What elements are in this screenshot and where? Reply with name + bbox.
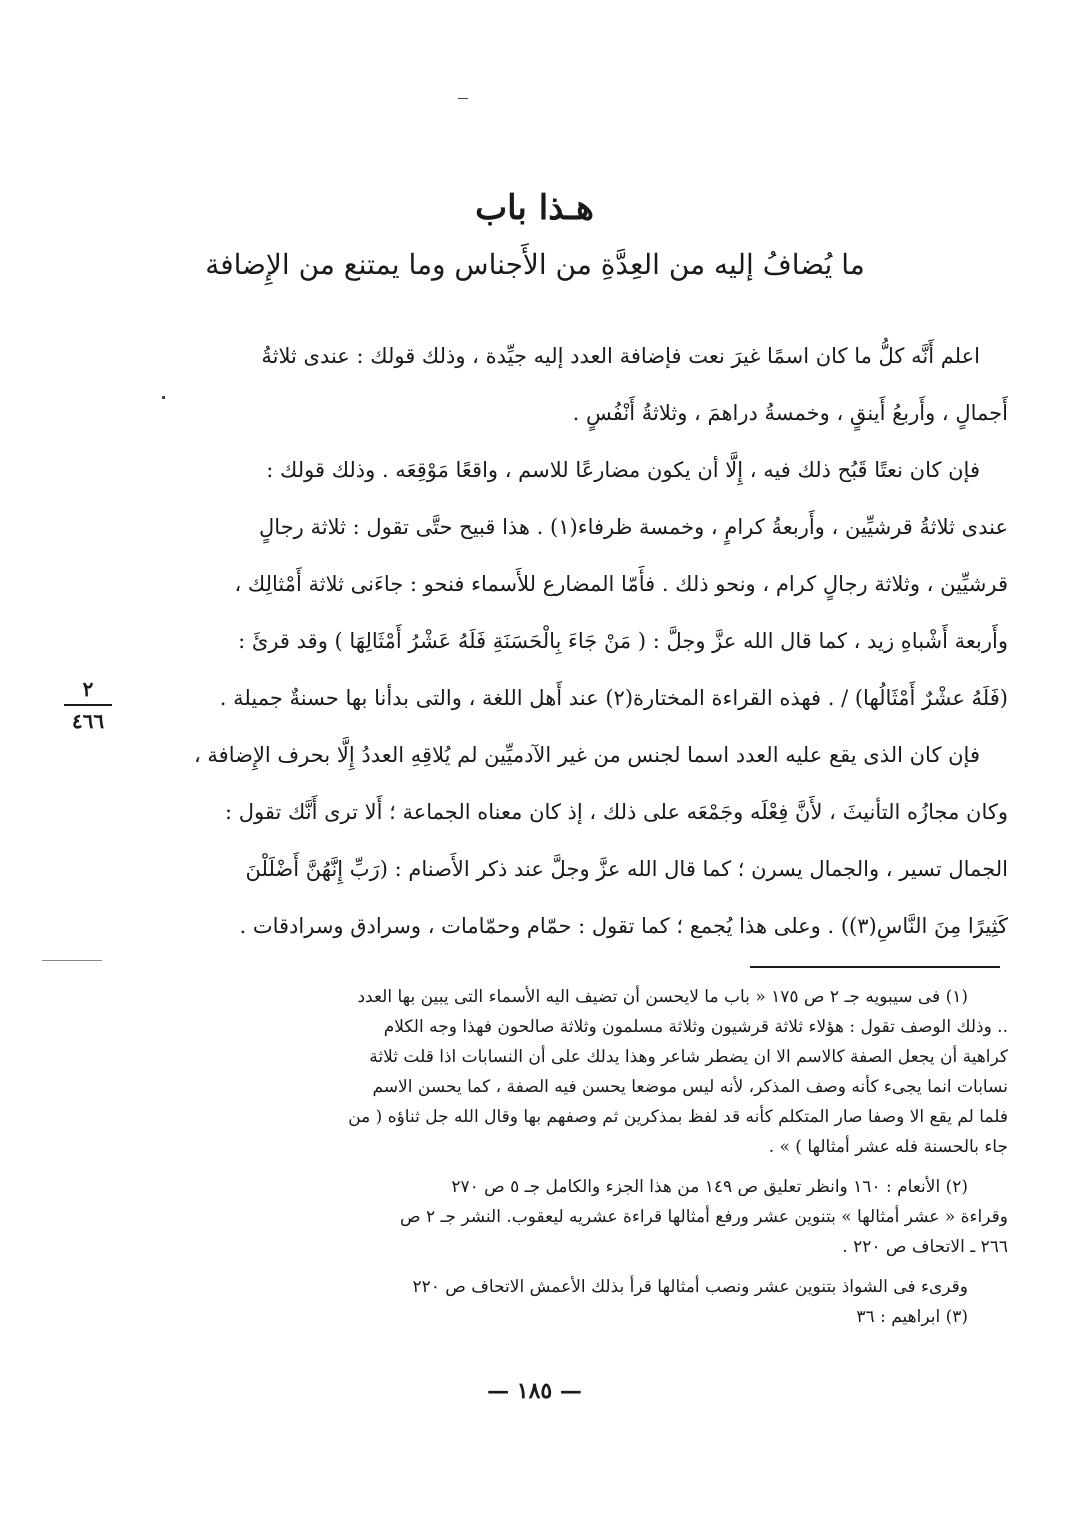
text-line: (فَلَهُ عشْرٌ أَمْثَالُها) / . فهذه القراءة المختارة(٢) عند أَهل اللغة ، والتى بدأنا بها حسنةٌ جميلة . (219, 686, 1008, 710)
footnote-line: جاء بالحسنة فله عشر أمثالها ) » . (768, 1137, 1008, 1157)
footnote-line: (٣) ابراهيم : ٣٦ (856, 1307, 968, 1327)
chapter-heading: هـذا باب (475, 188, 594, 228)
footnote-line: (٢) الأنعام : ١٦٠ وانظر تعليق ص ١٤٩ من هذا الجزء والكامل جـ ٥ ص ٢٧٠ (451, 1177, 968, 1197)
scan-speck (458, 98, 468, 99)
margin-volume-number: ٢ (82, 677, 94, 701)
footnotes (140, 982, 1008, 1332)
footnote-divider (750, 966, 1000, 968)
text-line: فإن كان الذى يقع عليه العدد اسما لجنس من غير الآدميِّين لم يُلاقِهِ العددُ إِلَّا بحرف الإِضافة ، (193, 743, 980, 767)
margin-page-number: ٤٦٦ (71, 709, 105, 733)
footnote-line: (١) فى سيبويه جـ ٢ ص ١٧٥ « باب ما لايحسن أن تضيف اليه الأسماء التى يبين بها العدد (357, 987, 968, 1007)
margin-reference (58, 676, 118, 734)
footnote-line: ٢٦٦ ـ الاتحاف ص ٢٢٠ . (842, 1237, 1008, 1257)
text-line: وأَربعة أَشْباهِ زيد ، كما قال الله عزَّ وجلَّ : ( مَنْ جَاءَ بِالْحَسَنَةِ فَلَهُ عَشْرُ أَمْثَالِهَا ) وقد قرئَ : (238, 629, 1008, 653)
text-line: قرشيِّين ، وثلاثة رجالٍ كرام ، ونحو ذلك . فأَمّا المضارع للأَسماء فنحو : جاءَنى ثلاثة أَمْثالِك ، (234, 572, 1008, 596)
scan-speck (42, 960, 102, 961)
page-number: — ١٨٥ — (487, 1378, 582, 1404)
footnote-line: كراهية أن يجعل الصفة كالاسم الا ان يضطر شاعر وهذا يدلك على أن النسابات اذا قلت ثلاثة (369, 1047, 1008, 1067)
text-line: عندى ثلاثةُ قرشيِّين ، وأَربعةُ كرامٍ ، وخمسة ظرفاء(١) . هذا قبيح حتَّى تقول : ثلاثة رجالٍ (259, 515, 1008, 539)
chapter-subtitle: ما يُضافُ إليه من العِدَّةِ من الأَجناس وما يمتنع من الإِضافة (205, 248, 865, 281)
footnote-line: وقراءة « عشر أمثالها » بتنوين عشر ورفع أمثالها قراءة عشريه ليعقوب. النشر جـ ٢ ص (399, 1207, 1008, 1227)
text-line: وكان مجازُه التأنيثَ ، لأَنَّ فِعْلَه وجَمْعَه على ذلك ، إذ كان معناه الجماعة ؛ أَلا ترى أَنَّك تقول : (225, 800, 1008, 824)
text-line: اعلم أَنَّه كلُّ ما كان اسمًا غيرَ نعت فإضافة العدد إليه جيِّدة ، وذلك قولك : عندى ثلاثةُ (261, 344, 980, 368)
footnote-line: فلما لم يقع الا وصفا صار المتكلم كأنه قد لفظ بمذكرين ثم وصفهم بها وقال الله جل ثناؤه ( من (348, 1107, 1008, 1127)
text-line: فإن كان نعتًا قَبُح ذلك فيه ، إِلَّا أن يكون مضارعًا للاسم ، واقعًا مَوْقِعَه . وذلك قولك : (266, 458, 980, 482)
footnote-line: نسابات انما يجىء كأنه وصف المذكر، لأنه ليس موضعا يحسن فيه الصفة ، كما يحسن الاسم (372, 1077, 1008, 1097)
footnote-line: .. وذلك الوصف تقول : هؤلاء ثلاثة قرشيون وثلاثة مسلمون وثلاثة صالحون فهذا وجه الكلام (383, 1017, 1008, 1037)
footnote-line: وقرىء فى الشواذ بتنوين عشر ونصب أمثالها قرأ بذلك الأعمش الاتحاف ص ٢٢٠ (412, 1277, 968, 1297)
text-line: كَثِيرًا مِنَ النَّاسِ(٣)) . وعلى هذا يُجمع ؛ كما تقول : حمّام وحمّامات ، وسرادق وسرادقات . (239, 914, 1008, 938)
margin-divider (64, 704, 112, 706)
main-text (128, 328, 1008, 955)
text-line: الجمال تسير ، والجمال يسرن ؛ كما قال الله عزَّ وجلَّ عند ذكر الأَصنام : (رَبِّ إِنَّهُنَّ أَضْلَلْنَ (245, 857, 1008, 881)
text-line: أَجمالٍ ، وأَربعُ أَينقٍ ، وخمسةُ دراهمَ ، وثلاثةُ أَنْفُسٍ . (572, 401, 1008, 425)
